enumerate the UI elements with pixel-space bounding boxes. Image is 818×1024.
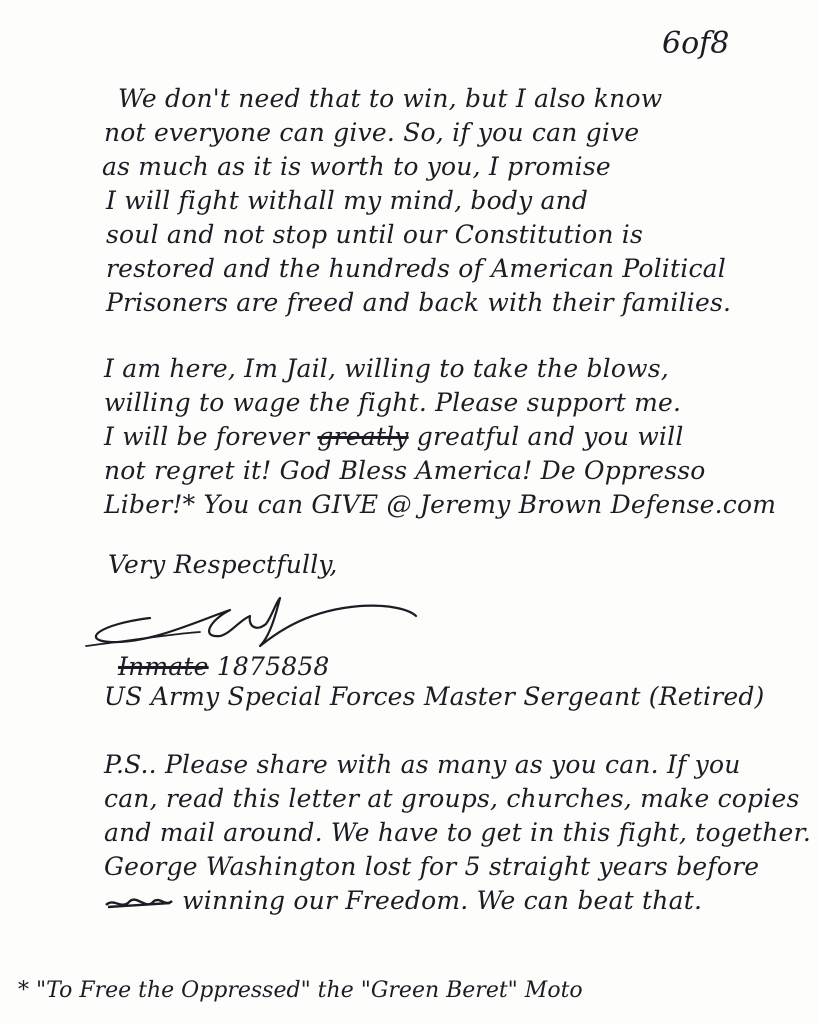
rank-title: US Army Special Forces Master Sergeant (Retired) bbox=[104, 682, 765, 711]
paragraph-2-line: not regret it! God Bless America! De Oppresso bbox=[104, 456, 706, 485]
postscript-line: can, read this letter at groups, churches, make copies bbox=[104, 784, 800, 813]
signature-mark bbox=[80, 580, 420, 660]
paragraph-1-line: soul and not stop until our Constitution is bbox=[106, 220, 644, 249]
closing: Very Respectfully, bbox=[108, 550, 338, 579]
paragraph-2-line: willing to wage the fight. Please support me. bbox=[104, 388, 682, 417]
postscript-line bbox=[104, 884, 811, 918]
paragraph-2-line: I am here, Im Jail, willing to take the blows, bbox=[104, 354, 669, 383]
paragraph-2 bbox=[104, 352, 776, 522]
paragraph-1 bbox=[102, 82, 732, 320]
inmate-label: Inmate bbox=[118, 652, 209, 681]
paragraph-1-line: restored and the hundreds of American Political bbox=[106, 254, 726, 283]
paragraph-2-text: I will be forever bbox=[104, 422, 318, 451]
paragraph-2-line bbox=[104, 420, 776, 454]
postscript-line: P.S.. Please share with as many as you can. If you bbox=[104, 750, 741, 779]
paragraph-1-line: We don't need that to win, but I also know bbox=[118, 84, 663, 113]
paragraph-1-line: as much as it is worth to you, I promise bbox=[102, 152, 611, 181]
paragraph-1-line: I will fight withall my mind, body and bbox=[106, 186, 589, 215]
footnote: * "To Free the Oppressed" the "Green Beret" Moto bbox=[18, 978, 583, 1003]
postscript-text: winning our Freedom. We can beat that. bbox=[182, 886, 703, 915]
postscript-line: and mail around. We have to get in this fight, together. bbox=[104, 818, 812, 847]
page-number: 6of8 bbox=[662, 26, 730, 61]
postscript bbox=[104, 748, 811, 918]
inmate-number: 1875858 bbox=[216, 652, 330, 681]
paragraph-1-line: not everyone can give. So, if you can give bbox=[104, 118, 640, 147]
paragraph-2-line: Liber!* You can GIVE @ Jeremy Brown Defense.com bbox=[104, 490, 777, 519]
postscript-line: George Washington lost for 5 straight years before bbox=[104, 852, 760, 881]
paragraph-1-line: Prisoners are freed and back with their families. bbox=[106, 288, 732, 317]
struck-word: greatly bbox=[317, 422, 409, 451]
scribble-mark bbox=[104, 893, 174, 913]
inmate-line bbox=[118, 650, 330, 684]
paragraph-2-text: greatful and you will bbox=[408, 422, 684, 451]
